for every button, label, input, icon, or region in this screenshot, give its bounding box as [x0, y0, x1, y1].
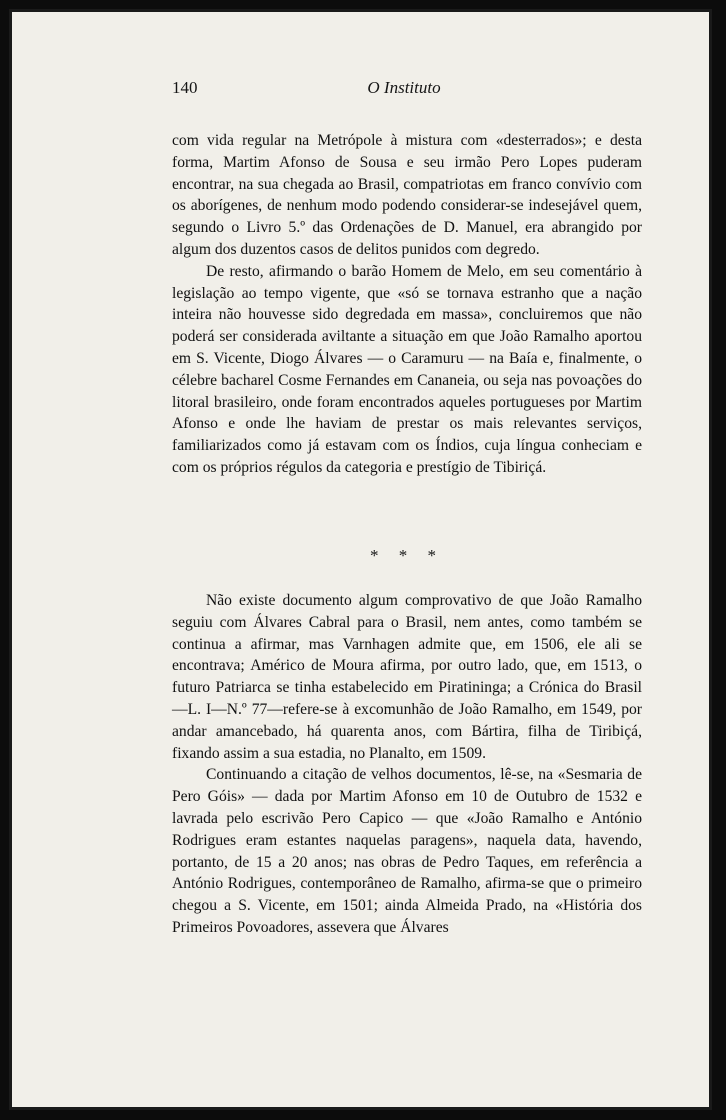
- text-section-2: [172, 590, 642, 939]
- page-number: 140: [172, 78, 198, 97]
- section-separator: * * *: [370, 546, 444, 565]
- paragraph: com vida regular na Metrópole à mistura com «desterrados»; e desta forma, Martim Afonso de Sousa e seu irmão Pero Lopes puderam encontrar, na sua chegada ao Brasil, compatriotas em franco convívio com os aborígenes, de nenhum modo podendo considerar-se indesejável quem, segundo o Livro 5.º das Ordenações de D. Manuel, era abrangido por algum dos duzentos casos de delitos punidos com degredo.: [172, 132, 642, 258]
- paragraph: De resto, afirmando o barão Homem de Melo, em seu comentário à legislação ao tempo vigente, que «só se tornava estranho que a nação inteira não houvesse sido degredada em massa», concluiremos que não poderá ser considerada aviltante a situação em que João Ramalho aportou em S. Vicente, Diogo Álvares — o Caramuru — na Baía e, finalmente, o célebre bacharel Cosme Fernandes em Cananeia, ou seja nas povoações do litoral brasileiro, onde foram encontrados aqueles portugueses por Martim Afonso e onde lhe haviam de prestar os mais relevantes serviços, familiarizados como já estavam com os Índios, cuja língua conheciam e com os próprios régulos da categoria e prestígio de Tibiriçá.: [172, 262, 642, 476]
- running-head: [172, 78, 636, 102]
- paragraph: Continuando a citação de velhos documentos, lê-se, na «Sesmaria de Pero Góis» — dada por Martim Afonso em 10 de Outubro de 1532 e lavrada pelo escrivão Pero Capico — que «João Ramalho e António Rodrigues eram estantes naquelas paragens», naquela data, havendo, portanto, de 15 a 20 anos; nas obras de Pedro Taques, em referência a António Rodrigues, contemporâneo de Ramalho, afirma-se que o primeiro chegou a S. Vicente, em 1501; ainda Almeida Prado, na «História dos Primeiros Povoadores, assevera que Álvares: [172, 766, 642, 936]
- paragraph: Não existe documento algum comprovativo de que João Ramalho seguiu com Álvares Cabral para o Brasil, nem antes, como também se continua a afirmar, mas Varnhagen admite que, em 1506, ele ali se encontrava; Américo de Moura afirma, por outro lado, que, em 1513, o futuro Patriarca se tinha estabelecido em Piratininga; a Crónica do Brasil—L. I—N.º 77—refere-se à excomunhão de João Ramalho, em 1549, por andar amancebado, há quarenta anos, com Bártira, filha de Tiribiçá, fixando assim a sua estadia, no Planalto, em 1509.: [172, 592, 642, 762]
- journal-title: O Instituto: [367, 78, 441, 97]
- text-section-1: [172, 130, 642, 479]
- book-page: [9, 9, 712, 1110]
